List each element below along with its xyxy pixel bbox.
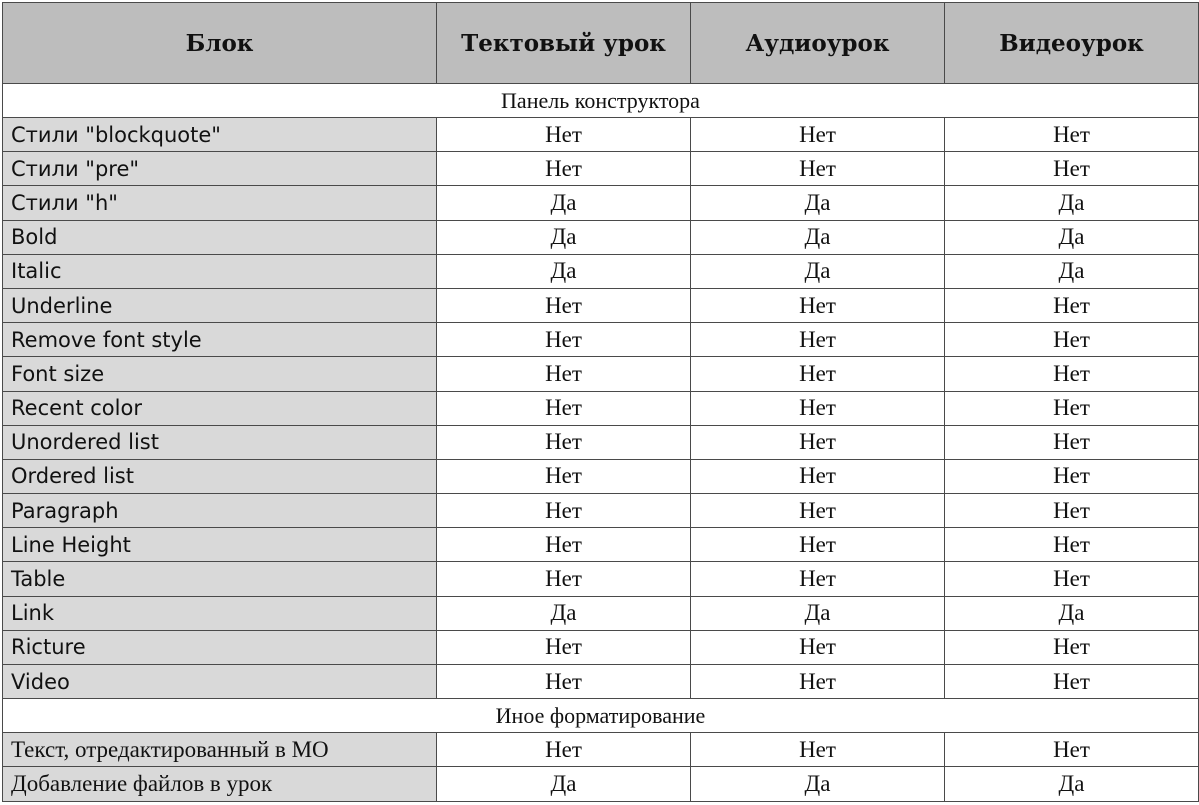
- cell-audio-lesson: Нет: [691, 459, 945, 493]
- table-row: [3, 357, 1199, 391]
- cell-text-lesson: Нет: [437, 528, 691, 562]
- cell-audio-lesson: Да: [691, 220, 945, 254]
- section-title: Панель конструктора: [3, 84, 1199, 118]
- cell-text-lesson: Нет: [437, 630, 691, 664]
- row-name: Unordered list: [3, 425, 437, 459]
- cell-video-lesson: Нет: [945, 288, 1199, 322]
- cell-audio-lesson: Нет: [691, 494, 945, 528]
- cell-audio-lesson: Нет: [691, 391, 945, 425]
- cell-audio-lesson: Нет: [691, 288, 945, 322]
- table-header-row: [3, 3, 1199, 84]
- table-row: [3, 220, 1199, 254]
- section-row: [3, 699, 1199, 733]
- cell-audio-lesson: Да: [691, 596, 945, 630]
- table-row: [3, 425, 1199, 459]
- row-name: Добавление файлов в урок: [3, 767, 437, 801]
- row-name: Paragraph: [3, 494, 437, 528]
- row-name: Font size: [3, 357, 437, 391]
- cell-video-lesson: Нет: [945, 459, 1199, 493]
- row-name: Table: [3, 562, 437, 596]
- row-name: Ricture: [3, 630, 437, 664]
- table-row: [3, 767, 1199, 801]
- cell-video-lesson: Нет: [945, 118, 1199, 152]
- cell-video-lesson: Да: [945, 186, 1199, 220]
- cell-text-lesson: Нет: [437, 425, 691, 459]
- row-name: Стили "h": [3, 186, 437, 220]
- cell-video-lesson: Нет: [945, 391, 1199, 425]
- cell-video-lesson: Нет: [945, 357, 1199, 391]
- column-header-text-lesson: Тектовый урок: [437, 3, 691, 84]
- cell-video-lesson: Нет: [945, 665, 1199, 699]
- cell-audio-lesson: Нет: [691, 323, 945, 357]
- cell-video-lesson: Да: [945, 596, 1199, 630]
- table-row: [3, 494, 1199, 528]
- row-name: Underline: [3, 288, 437, 322]
- row-name: Recent color: [3, 391, 437, 425]
- cell-audio-lesson: Нет: [691, 630, 945, 664]
- feature-support-table: [2, 2, 1199, 802]
- cell-audio-lesson: Да: [691, 254, 945, 288]
- table-row: [3, 186, 1199, 220]
- cell-text-lesson: Нет: [437, 494, 691, 528]
- cell-video-lesson: Да: [945, 767, 1199, 801]
- cell-text-lesson: Нет: [437, 323, 691, 357]
- cell-text-lesson: Да: [437, 220, 691, 254]
- table-row: [3, 288, 1199, 322]
- cell-audio-lesson: Нет: [691, 118, 945, 152]
- cell-text-lesson: Нет: [437, 562, 691, 596]
- cell-video-lesson: Нет: [945, 323, 1199, 357]
- column-header-video-lesson: Видеоурок: [945, 3, 1199, 84]
- cell-audio-lesson: Да: [691, 767, 945, 801]
- table-row: [3, 254, 1199, 288]
- row-name: Line Height: [3, 528, 437, 562]
- cell-audio-lesson: Нет: [691, 425, 945, 459]
- table-row: [3, 118, 1199, 152]
- row-name: Ordered list: [3, 459, 437, 493]
- table-row: [3, 152, 1199, 186]
- table-row: [3, 459, 1199, 493]
- section-title: Иное форматирование: [3, 699, 1199, 733]
- cell-audio-lesson: Да: [691, 186, 945, 220]
- cell-text-lesson: Нет: [437, 288, 691, 322]
- table-row: [3, 630, 1199, 664]
- cell-video-lesson: Нет: [945, 630, 1199, 664]
- section-row: [3, 84, 1199, 118]
- table-row: [3, 528, 1199, 562]
- column-header-block: Блок: [3, 3, 437, 84]
- cell-text-lesson: Да: [437, 254, 691, 288]
- cell-audio-lesson: Нет: [691, 528, 945, 562]
- cell-text-lesson: Нет: [437, 391, 691, 425]
- row-name: Link: [3, 596, 437, 630]
- cell-text-lesson: Нет: [437, 459, 691, 493]
- row-name: Стили "blockquote": [3, 118, 437, 152]
- cell-video-lesson: Нет: [945, 494, 1199, 528]
- cell-text-lesson: Да: [437, 596, 691, 630]
- table-row: [3, 596, 1199, 630]
- row-name: Стили "pre": [3, 152, 437, 186]
- table-row: [3, 665, 1199, 699]
- row-name: Текст, отредактированный в МО: [3, 733, 437, 767]
- cell-text-lesson: Нет: [437, 357, 691, 391]
- cell-text-lesson: Да: [437, 767, 691, 801]
- cell-video-lesson: Нет: [945, 152, 1199, 186]
- cell-video-lesson: Нет: [945, 528, 1199, 562]
- cell-audio-lesson: Нет: [691, 562, 945, 596]
- cell-text-lesson: Нет: [437, 733, 691, 767]
- cell-audio-lesson: Нет: [691, 357, 945, 391]
- row-name: Video: [3, 665, 437, 699]
- cell-text-lesson: Нет: [437, 152, 691, 186]
- cell-text-lesson: Нет: [437, 665, 691, 699]
- cell-video-lesson: Нет: [945, 425, 1199, 459]
- table-row: [3, 391, 1199, 425]
- cell-audio-lesson: Нет: [691, 152, 945, 186]
- cell-video-lesson: Нет: [945, 733, 1199, 767]
- column-header-audio-lesson: Аудиоурок: [691, 3, 945, 84]
- cell-audio-lesson: Нет: [691, 733, 945, 767]
- cell-text-lesson: Да: [437, 186, 691, 220]
- row-name: Italic: [3, 254, 437, 288]
- cell-video-lesson: Да: [945, 254, 1199, 288]
- table-row: [3, 323, 1199, 357]
- cell-video-lesson: Нет: [945, 562, 1199, 596]
- cell-audio-lesson: Нет: [691, 665, 945, 699]
- row-name: Bold: [3, 220, 437, 254]
- cell-text-lesson: Нет: [437, 118, 691, 152]
- table-row: [3, 733, 1199, 767]
- table-row: [3, 562, 1199, 596]
- cell-video-lesson: Да: [945, 220, 1199, 254]
- row-name: Remove font style: [3, 323, 437, 357]
